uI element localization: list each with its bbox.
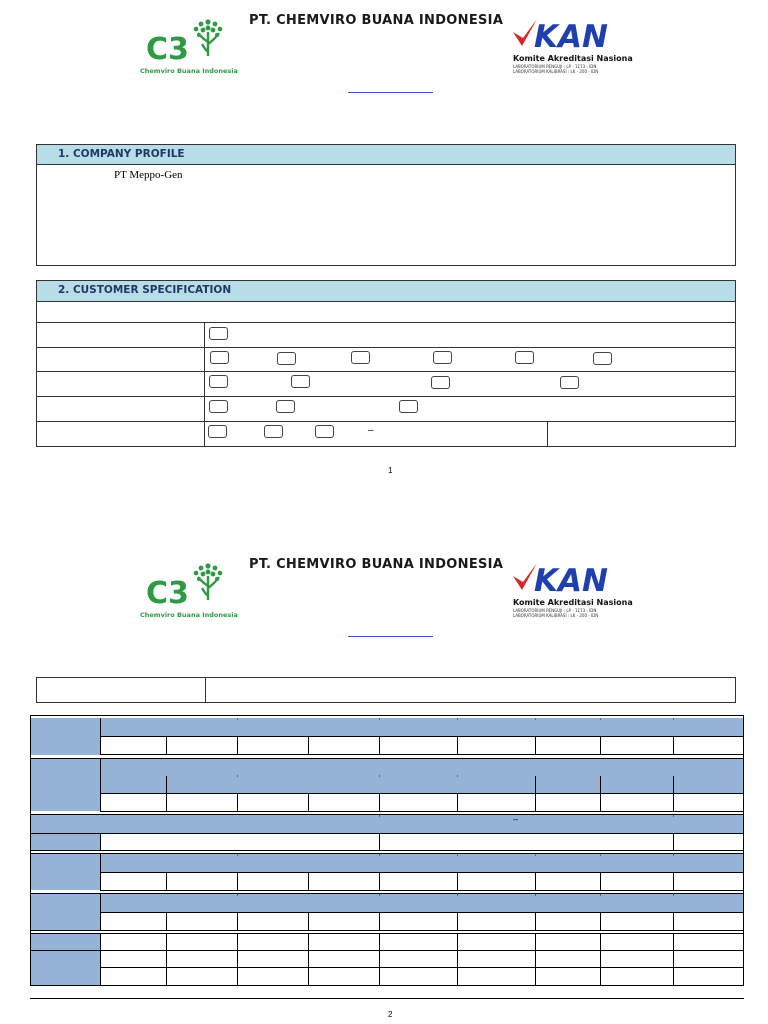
kan-logo-caption: Komite Akreditasi Nasiona [513,54,633,63]
checkbox[interactable] [560,376,579,389]
table-divider [36,396,736,397]
company-name: PT. CHEMVIRO BUANA INDONESIA [249,557,504,572]
checkbox[interactable] [276,400,295,413]
table-divider [547,421,548,447]
tree-icon [190,562,226,602]
checkbox[interactable] [433,351,452,364]
table-divider [36,347,736,348]
c3-logo-caption: Chemviro Buana Indonesia [140,67,238,75]
kan-accreditation-line: LABORATORIUM PENGUJI : LP - 1173 - IDN [513,64,597,69]
kan-accreditation-line: LABORATORIUM PENGUJI : LP - 1173 - IDN [513,608,597,613]
table-divider [36,322,736,323]
kan-accreditation-line: LABORATORIUM KALIBRASI : LK - 200 - IDN [513,613,599,618]
kan-logo-text: KAN [534,19,608,55]
c3-logo [140,562,238,620]
page-number: 2 [388,1010,393,1019]
checkbox[interactable] [593,352,612,365]
company-name: PT. CHEMVIRO BUANA INDONESIA [249,13,504,28]
kan-logo [512,562,633,620]
checkbox[interactable] [209,375,228,388]
table-divider [36,371,736,372]
analysis-grid-table [0,700,768,1010]
c3-logo-text: C3 [146,576,189,611]
company-profile-section [36,144,736,266]
checkbox[interactable] [291,375,310,388]
checkbox[interactable] [264,425,283,438]
tree-icon [190,18,226,58]
c3-logo-text: C3 [146,32,189,67]
hyperlink-underline[interactable] [348,92,433,93]
page-number: 1 [388,466,393,475]
section-title: 1. COMPANY PROFILE [37,145,735,165]
checkbox[interactable] [399,400,418,413]
c3-logo [140,18,238,76]
checkbox[interactable] [209,327,228,340]
hyperlink-underline[interactable] [348,636,433,637]
c3-logo-caption: Chemviro Buana Indonesia [140,611,238,619]
kan-logo-text: KAN [534,563,608,599]
checkbox[interactable] [515,351,534,364]
checkbox[interactable] [431,376,450,389]
section-title: 2. CUSTOMER SPECIFICATION [37,281,735,302]
checkbox[interactable] [209,400,228,413]
checkbox[interactable] [315,425,334,438]
dash-text: – [513,814,519,824]
kan-logo-caption: Komite Akreditasi Nasiona [513,598,633,607]
checkbox[interactable] [208,425,227,438]
kan-accreditation-line: LABORATORIUM KALIBRASI : LK - 200 - IDN [513,69,599,74]
table-divider [36,421,736,422]
checkbox[interactable] [277,352,296,365]
dash-text: – [368,425,374,436]
table-divider [204,322,205,447]
checkbox[interactable] [351,351,370,364]
company-profile-name: PT Meppo-Gen [114,169,183,181]
kan-logo [512,18,633,76]
checkbox[interactable] [210,351,229,364]
